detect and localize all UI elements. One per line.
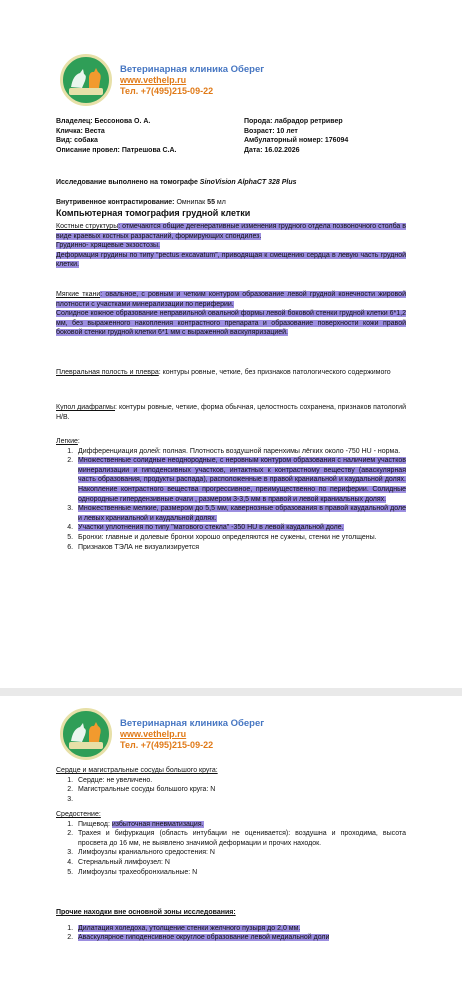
clinic-phone: Тел. +7(495)215-09-22 (120, 739, 214, 750)
list-item: 6. Признаков ТЭЛА не визуализируется (75, 543, 406, 553)
clinic-name: Ветеринарная клиника Оберег (120, 63, 265, 75)
owner: Владелец: Бессонова О. А. (56, 118, 151, 125)
clinic-phone: Тел. +7(495)215-09-22 (120, 85, 214, 96)
heart-list (56, 776, 406, 805)
list-item: 1. Дилатация холедоха, утолщение стенки желчного пузыря до 2,0 мм. (75, 924, 406, 934)
list-item: 2. Трахея и бифуркация (область интубации не оценивается): воздушна и проходима, высота просвета до 16 мм, не выявлено значимой деформации и прочих находок. (75, 829, 406, 848)
described-by: Описание провел: Патрешова С.А. (56, 146, 177, 154)
list-item: 3. Лимфоузлы краниального средостения: N (75, 848, 406, 858)
clinic-logo (60, 54, 112, 106)
clinic-name: Ветеринарная клиника Оберег (120, 717, 265, 729)
pleura-section: Плевральная полость и плевра: контуры ровные, четкие, без признаков патологического содержимого (56, 369, 391, 376)
report-title: Компьютерная томография грудной клетки (56, 208, 251, 218)
other-list (56, 924, 406, 943)
lungs-section: Легкие: 1. Дифференциация долей: полная. Плотность воздушной паренхимы лёгких около -750 HU - норма. 2. Множественные солидные неоднородные, с неровным контуром образования с наличием участков минерализации и гиподенсивных участков, интактных к контрастному веществу (аваскулярная часть образования, продукты распада), расположенные в правой краниальной и каудальной долях. Накопление контрастного вещества прогрессивное, преимущественно по периферии. Солидные однородные гипердензивные очаги , размером 3-3,5 мм в правой и левой краниальных долях. 3. Множественные мелкие, размером до 5,5 мм, кавернозные образования в правой каудальной доле и левых краниальной и каудальной долях. 4. Участки уплотнения по типу "матового стекла" -350 HU в левой каудальной доле. 5. Бронхи: главные и долевые бронхи хорошо определяются не сужены, стенки не утолщены. 6. Признаков ТЭЛА не визуализируется (56, 437, 406, 552)
list-item: 1. Дифференциация долей: полная. Плотность воздушной паренхимы лёгких около -750 HU - норма. (75, 447, 406, 457)
lungs-list (56, 447, 406, 553)
dog-cat-icon (63, 711, 109, 757)
list-item: 3. Множественные мелкие, размером до 5,5 мм, кавернозные образования в правой каудальной доле и левых краниальной и каудальной долях. (75, 504, 406, 523)
list-item: 4. Стернальный лимфоузел: N (75, 858, 406, 868)
clinic-website-link[interactable]: www.vethelp.ru (120, 728, 187, 739)
diaphragm-section: Купол диафрагмы: контуры ровные, четкие, форма обычная, целостность сохранена, признаков патологий Н/В. (56, 404, 406, 421)
clinic-header (60, 54, 264, 106)
soft-tissue-section: Мягкие ткани: овальное, с ровным и четким контуром образование левой грудной конечности жировой плотности с участками минерализации по периферии. Солидное кожное образование неправильной овальной формы левой боковой стенки грудной клетки 6*1,2 мм, без выраженного накопления контрастного препарата и образование поверхности кожи правой боковой стенки грудной клетки 6*1 мм с выраженной васкуляризацией. (56, 291, 406, 337)
list-item: 2. Аваскулярное гиподенсивное округлое образование левой медиальной доли (75, 933, 406, 943)
exam-date: Дата: 16.02.2026 (244, 146, 300, 154)
nickname: Кличка: Веста (56, 127, 105, 135)
contrast-line: Внутривенное контрастирование: Омнипак 55 мл (56, 199, 226, 206)
list-item: 5. Бронхи: главные и долевые бронхи хорошо определяются не сужены, стенки не утолщены. (75, 533, 406, 543)
clinic-header (60, 708, 264, 760)
mediastinum-list (56, 820, 406, 878)
list-item: 1. Пищевод: избыточная пневматизация. (75, 820, 406, 830)
list-item: 2. Магистральные сосуды большого круга: N (75, 785, 406, 795)
other-findings-section: Прочие находки вне основной зоны исследования: 1. Дилатация холедоха, утолщение стенки желчного пузыря до 2,0 мм. 2. Аваскулярное гиподенсивное округлое образование левой медиальной доли (56, 908, 406, 943)
list-item: 2. Множественные солидные неоднородные, с неровным контуром образования с наличием участков минерализации и гиподенсивных участков, интактных к контрастному веществу (аваскулярная часть образования, продукты распада), расположенные в правой краниальной и каудальной долях. Накопление контрастного вещества прогрессивное, преимущественно по периферии. Солидные однородные гипердензивные очаги , размером 3-3,5 мм в правой и левой краниальных долях. (75, 456, 406, 504)
breed: Порода: лабрадор ретривер (244, 118, 343, 125)
list-item: 4. Участки уплотнения по типу "матового стекла" -350 HU в левой каудальной доле. (75, 523, 406, 533)
age: Возраст: 10 лет (244, 127, 298, 135)
ambulatory-number: Амбулаторный номер: 176094 (244, 137, 349, 144)
heart-section: Сердце и магистральные сосуды большого круга: 1. Сердце: не увеличено. 2. Магистральные сосуды большого круга: N 3. (56, 766, 406, 804)
dog-cat-icon (63, 57, 109, 103)
clinic-website-link[interactable]: www.vethelp.ru (120, 74, 187, 85)
species: Вид: собака (56, 137, 98, 144)
list-item: 5. Лимфоузлы трахеобронхиальные: N (75, 868, 406, 878)
bones-section: Костные структуры: отмечаются общие дегенеративные изменения грудного отдела позвоночного столба в виде краевых костных разрастаний, формирующих спондилез. Грудинно- хрящевые экзостозы. Деформация грудины по типу “pectus excavatum”, приводящая к смещению сердца в левую часть грудной клетки. (56, 223, 406, 269)
report-page-2 (0, 696, 462, 1000)
mediastinum-section: Средостение: 1. Пищевод: избыточная пневматизация. 2. Трахея и бифуркация (область интубации не оценивается): воздушна и проходима, высота просвета до 16 мм, не выявлено значимой деформации и прочих находок. 3. Лимфоузлы краниального средостения: N 4. Стернальный лимфоузел: N 5. Лимфоузлы трахеобронхиальные: N (56, 810, 406, 877)
list-item: 1. Сердце: не увеличено. (75, 776, 406, 786)
list-item (75, 795, 406, 805)
clinic-logo (60, 708, 112, 760)
tomograph-line: Исследование выполнено на томографе SinoVision AlphaCT 328 Plus (56, 179, 297, 186)
